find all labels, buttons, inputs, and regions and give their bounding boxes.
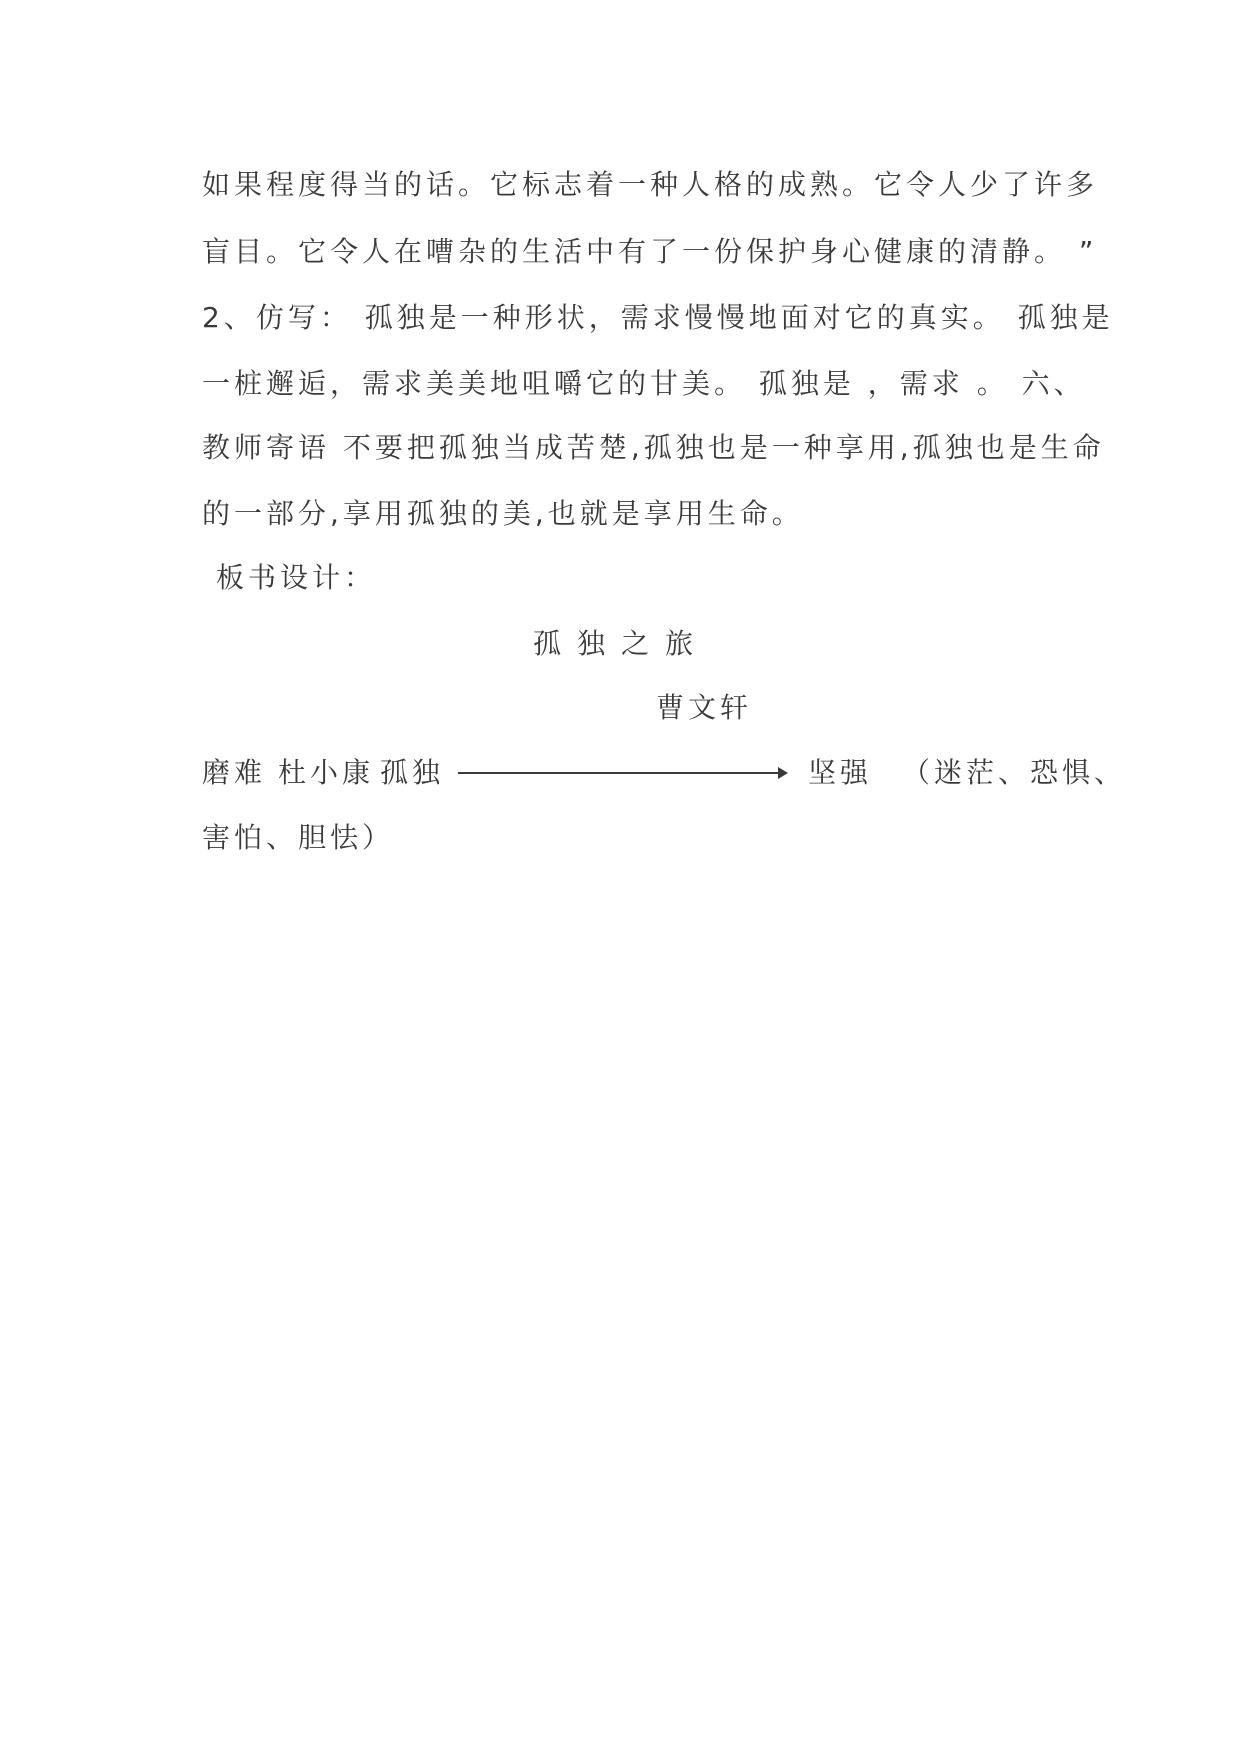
board-title: 孤独之旅 bbox=[533, 627, 710, 660]
board-continuation: 害怕、胆怯） bbox=[202, 821, 395, 854]
board-item-emotions: （迷茫、恐惧、 bbox=[902, 756, 1127, 789]
board-author: 曹文轩 bbox=[656, 691, 753, 724]
board-item-loneliness: 孤独 bbox=[380, 756, 445, 789]
paragraph-line: 如果程度得当的话。它标志着一种人格的成熟。它令人少了许多 bbox=[202, 168, 1099, 201]
paragraph-line: 的一部分,享用孤独的美,也就是享用生命。 bbox=[202, 497, 804, 530]
paragraph-line: 2、仿写： 孤独是一种形状，需求慢慢地面对它的真实。 孤独是 bbox=[202, 301, 1114, 334]
paragraph-line: 盲目。它令人在嘈杂的生活中有了一份保护身心健康的清静。 ” bbox=[202, 235, 1098, 268]
board-design-label: 板书设计： bbox=[216, 561, 377, 594]
board-item-strong: 坚强 bbox=[808, 756, 873, 789]
board-item-hardship: 磨难 bbox=[202, 756, 267, 789]
board-item-character: 杜小康 bbox=[278, 756, 375, 789]
arrow-right-icon bbox=[458, 772, 784, 774]
paragraph-line: 教师寄语 不要把孤独当成苦楚,孤独也是一种享用,孤独也是生命 bbox=[202, 431, 1105, 464]
paragraph-line: 一桩邂逅，需求美美地咀嚼它的甘美。 孤独是 ，需求 。 六、 bbox=[202, 367, 1086, 400]
